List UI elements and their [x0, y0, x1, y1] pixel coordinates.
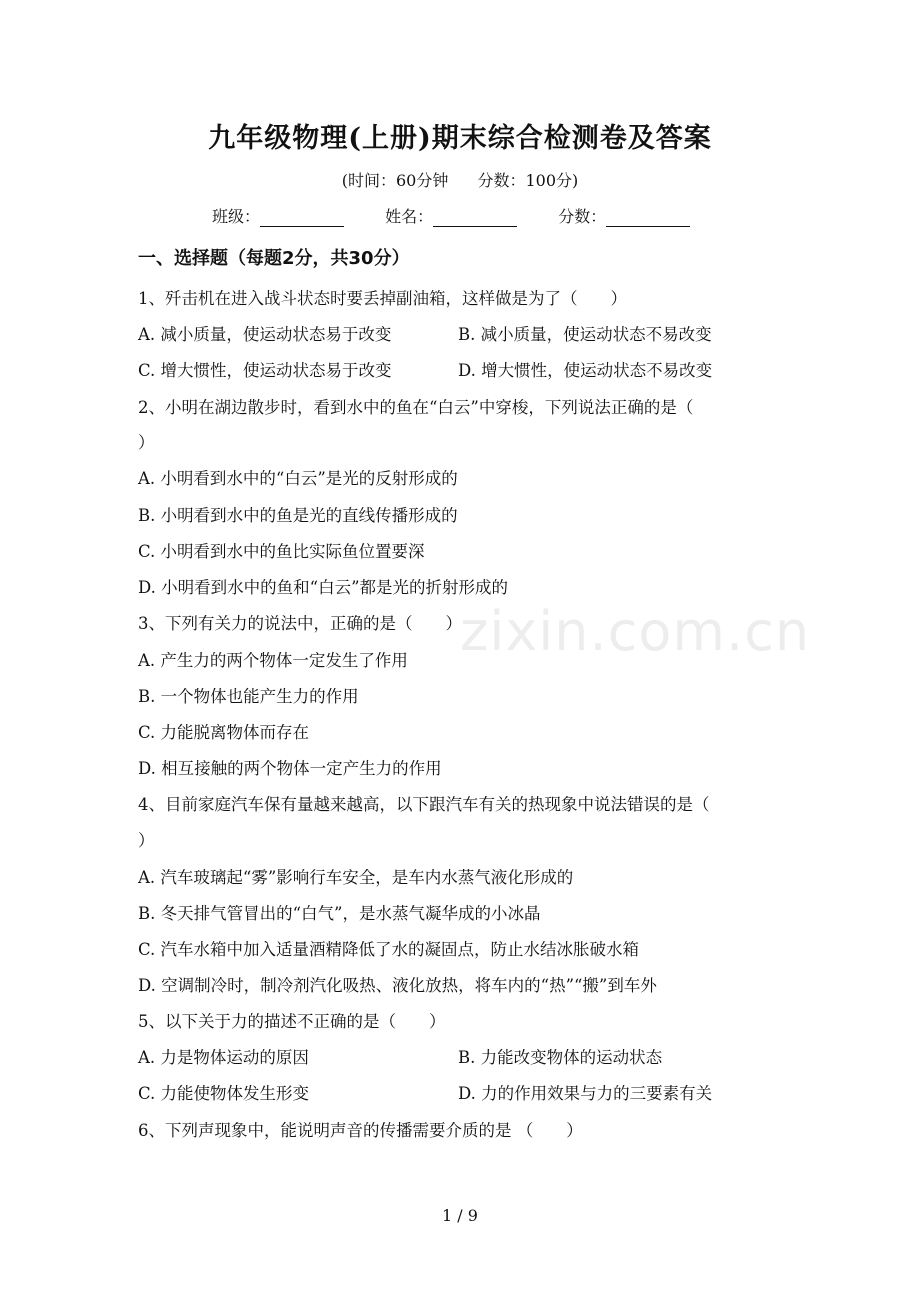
score-blank	[606, 212, 690, 227]
question-2: 2、小明在湖边散步时，看到水中的鱼在“白云”中穿梭，下列说法正确的是（	[138, 398, 694, 417]
q1-option-d: D. 增大惯性，使运动状态不易改变	[458, 361, 713, 380]
page-number: 1 / 9	[442, 1206, 478, 1225]
question-3: 3、下列有关力的说法中，正确的是（ ）	[138, 614, 462, 633]
q3-option-a: A. 产生力的两个物体一定发生了作用	[138, 651, 408, 670]
q3-option-b: B. 一个物体也能产生力的作用	[138, 687, 359, 706]
exam-total-score: 分数：100分)	[477, 171, 579, 190]
q5-option-c: C. 力能使物体发生形变	[138, 1084, 310, 1103]
document-title: 九年级物理(上册)期末综合检测卷及答案	[208, 123, 712, 154]
q4-option-a: A. 汽车玻璃起“雾”影响行车安全，是车内水蒸气液化形成的	[138, 868, 574, 887]
name-label: 姓名：	[385, 207, 434, 226]
watermark: zixin.com.cn	[460, 600, 811, 663]
class-blank	[260, 212, 344, 227]
exam-time: (时间：60分钟	[341, 171, 449, 190]
q1-option-c: C. 增大惯性，使运动状态易于改变	[138, 361, 392, 380]
q5-option-b: B. 力能改变物体的运动状态	[458, 1048, 663, 1067]
q2-option-d: D. 小明看到水中的鱼和“白云”都是光的折射形成的	[138, 578, 509, 597]
q5-option-a: A. 力是物体运动的原因	[138, 1048, 309, 1067]
question-5: 5、以下关于力的描述不正确的是（ ）	[138, 1012, 446, 1031]
q3-option-c: C. 力能脱离物体而存在	[138, 723, 310, 742]
section-heading: 一、选择题（每题2分，共30分）	[138, 248, 410, 269]
q1-option-b: B. 减小质量，使运动状态不易改变	[458, 325, 712, 344]
exam-meta	[0, 168, 920, 191]
class-label: 班级：	[212, 207, 261, 226]
q4-option-b: B. 冬天排气管冒出的“白气”，是水蒸气凝华成的小冰晶	[138, 904, 541, 923]
q4-option-d: D. 空调制冷时，制冷剂汽化吸热、液化放热，将车内的“热”“搬”到车外	[138, 976, 657, 995]
q2-option-c: C. 小明看到水中的鱼比实际鱼位置要深	[138, 542, 425, 561]
q2-option-b: B. 小明看到水中的鱼是光的直线传播形成的	[138, 506, 458, 525]
q3-option-d: D. 相互接触的两个物体一定产生力的作用	[138, 759, 442, 778]
q1-option-a: A. 减小质量，使运动状态易于改变	[138, 325, 392, 344]
q4-option-c: C. 汽车水箱中加入适量酒精降低了水的凝固点，防止水结冰胀破水箱	[138, 940, 640, 959]
name-blank	[433, 212, 517, 227]
score-label: 分数：	[558, 207, 607, 226]
q2-option-a: A. 小明看到水中的“白云”是光的反射形成的	[138, 469, 458, 488]
question-4: 4、目前家庭汽车保有量越来越高，以下跟汽车有关的热现象中说法错误的是（	[138, 795, 710, 814]
question-6: 6、下列声现象中，能说明声音的传播需要介质的是 （ ）	[138, 1121, 583, 1140]
student-info	[212, 204, 726, 227]
question-4-cont: ）	[138, 831, 155, 850]
q5-option-d: D. 力的作用效果与力的三要素有关	[458, 1084, 713, 1103]
question-1: 1、歼击机在进入战斗状态时要丢掉副油箱，这样做是为了（ ）	[138, 289, 627, 308]
question-2-cont: ）	[138, 433, 155, 452]
